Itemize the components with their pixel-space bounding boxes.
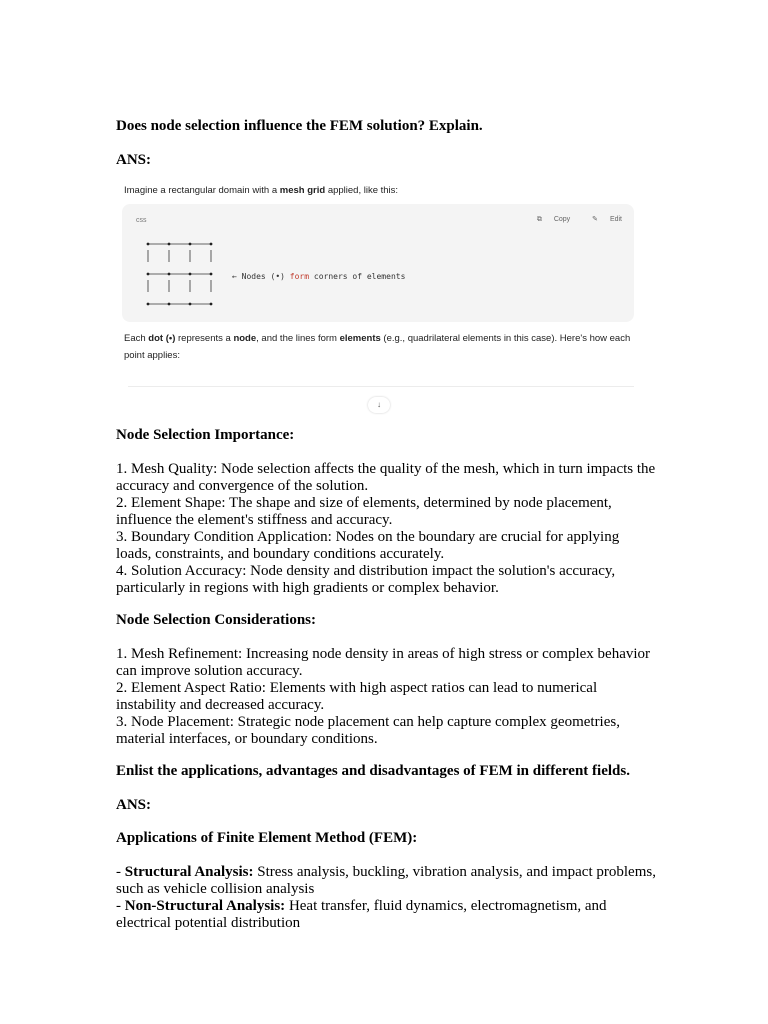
list-item-text: Stress analysis, buckling, vibration analysis, and impact problems, such as vehicle collision analysis bbox=[116, 864, 656, 897]
list-item-label: Non-Structural Analysis: bbox=[124, 898, 286, 914]
code-toolbar bbox=[517, 211, 622, 228]
list-item: - Non-Structural Analysis: Heat transfer, fluid dynamics, electromagnetism, and electrical potential distribution bbox=[116, 898, 607, 931]
considerations-list bbox=[116, 646, 656, 748]
answer-label-1: ANS: bbox=[116, 152, 152, 168]
edit-icon: ✎ bbox=[592, 216, 598, 223]
scroll-down-button[interactable] bbox=[368, 397, 390, 413]
list-item: 1. Mesh Refinement: Increasing node density in areas of high stress or complex behavior can improve solution accuracy. bbox=[116, 646, 651, 679]
applications-list bbox=[116, 864, 656, 932]
list-item: - Structural Analysis: Stress analysis, buckling, vibration analysis, and impact problems, such as vehicle collision analysis bbox=[116, 864, 656, 897]
list-item-label: Structural Analysis: bbox=[124, 864, 254, 880]
code-annotation: ← Nodes (•) form corners of elements bbox=[232, 272, 406, 281]
considerations-heading: Node Selection Considerations: bbox=[116, 612, 316, 628]
list-item: 3. Boundary Condition Application: Nodes on the boundary are crucial for applying loads, constraints, and boundary conditions accurately. bbox=[116, 529, 620, 562]
question-1: Does node selection influence the FEM solution? Explain. bbox=[116, 118, 483, 134]
list-item: 1. Mesh Quality: Node selection affects the quality of the mesh, which in turn impacts the accuracy and convergence of the solution. bbox=[116, 461, 656, 494]
question-2: Enlist the applications, advantages and disadvantages of FEM in different fields. bbox=[116, 763, 630, 779]
copy-icon: ⧉ bbox=[536, 216, 542, 223]
list-item: 3. Node Placement: Strategic node placement can help capture complex geometries, material interfaces, or boundary conditions. bbox=[116, 714, 620, 747]
code-block bbox=[122, 204, 634, 322]
list-item-text: Heat transfer, fluid dynamics, electromagnetism, and electrical potential distribution bbox=[116, 898, 607, 931]
mesh-grid-diagram bbox=[142, 236, 222, 306]
importance-heading: Node Selection Importance: bbox=[116, 427, 295, 443]
embedded-chat-screenshot bbox=[116, 180, 642, 420]
importance-list bbox=[116, 461, 656, 597]
arrow-down-icon: ↓ bbox=[377, 400, 381, 409]
divider bbox=[128, 386, 634, 387]
list-item: 2. Element Aspect Ratio: Elements with high aspect ratios can lead to numerical instability and decreased accuracy. bbox=[116, 680, 598, 713]
copy-button[interactable]: ⧉ Copy bbox=[536, 216, 571, 223]
code-language-label: css bbox=[136, 217, 147, 224]
list-item: 2. Element Shape: The shape and size of elements, determined by node placement, influence the element's stiffness and accuracy. bbox=[116, 495, 612, 528]
applications-heading: Applications of Finite Element Method (FEM): bbox=[116, 830, 418, 846]
list-item: 4. Solution Accuracy: Node density and distribution impact the solution's accuracy, particularly in regions with high gradients or complex behavior. bbox=[116, 563, 616, 596]
answer-label-2: ANS: bbox=[116, 797, 152, 813]
screenshot-explanation: Each dot (•) represents a node, and the lines form elements (e.g., quadrilateral elements in this case). Here's how each point applies: bbox=[124, 333, 631, 361]
screenshot-intro: Imagine a rectangular domain with a mesh grid applied, like this: bbox=[124, 185, 399, 196]
edit-button[interactable]: ✎ Edit bbox=[592, 216, 622, 223]
